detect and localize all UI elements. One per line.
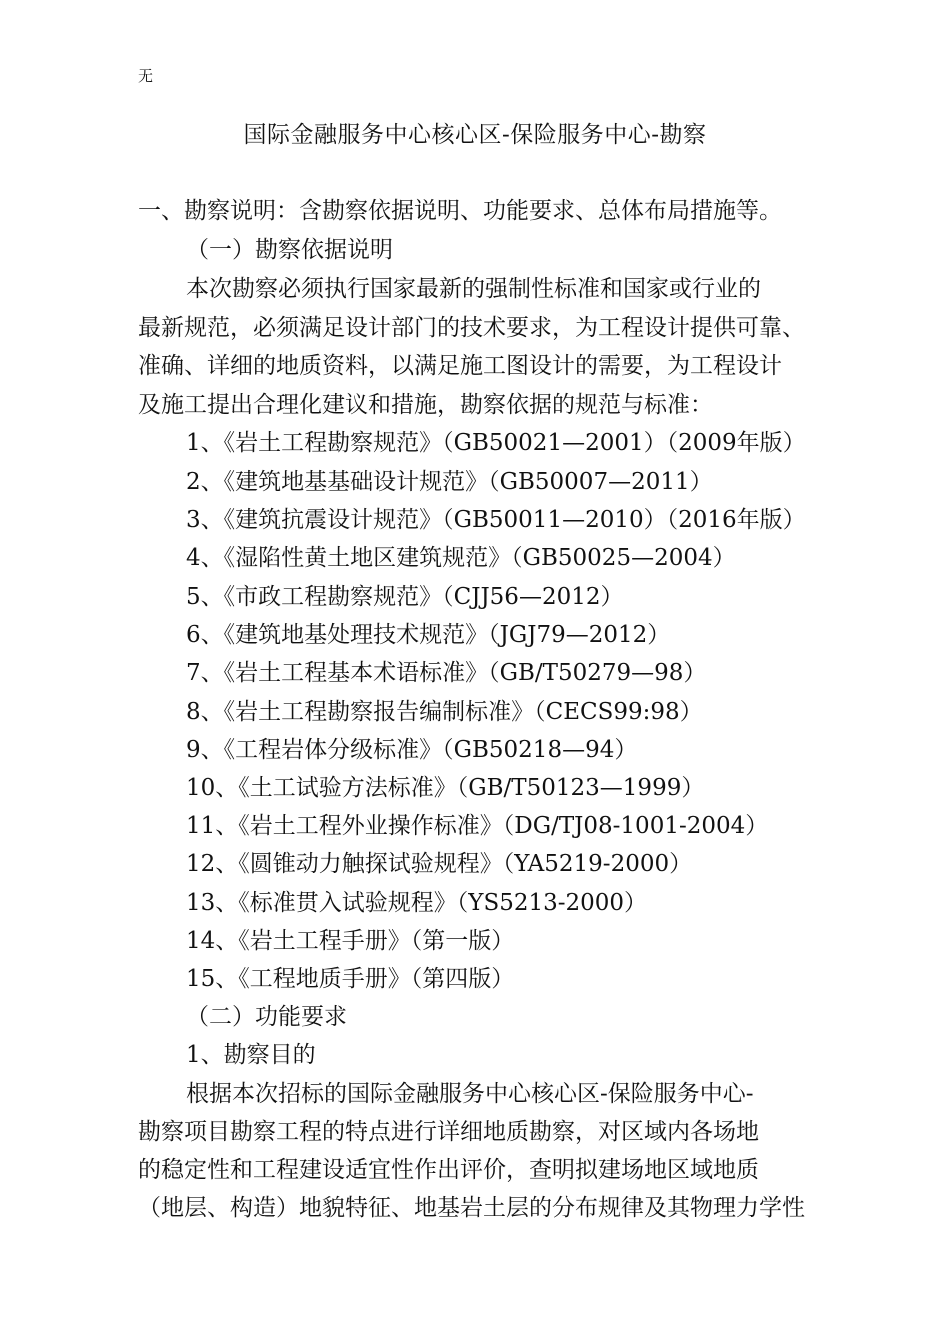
- paragraph-line: 及施工提出合理化建议和措施，勘察依据的规范与标准：: [138, 392, 713, 418]
- paragraph-line: 本次勘察必须执行国家最新的强制性标准和国家或行业的: [186, 276, 761, 302]
- paragraph-line: 的稳定性和工程建设适宜性作出评价，查明拟建场地区域地质: [138, 1157, 759, 1183]
- subsection-heading: （一）勘察依据说明: [186, 237, 393, 263]
- standard-item: 9、《工程岩体分级标准》（GB50218—94）: [186, 737, 638, 763]
- standard-item: 15、《工程地质手册》（第四版）: [186, 966, 515, 992]
- standard-item: 3、《建筑抗震设计规范》（GB50011—2010）（2016年版）: [186, 507, 806, 533]
- paragraph-line: 根据本次招标的国际金融服务中心核心区-保险服务中心-: [186, 1081, 754, 1107]
- standard-item: 1、《岩土工程勘察规范》（GB50021—2001）（2009年版）: [186, 430, 806, 456]
- standard-item: 5、《市政工程勘察规范》（CJJ56—2012）: [186, 584, 624, 610]
- standard-item: 14、《岩土工程手册》（第一版）: [186, 928, 515, 954]
- item-heading: 1、勘察目的: [186, 1042, 316, 1068]
- paragraph-line: 准确、详细的地质资料，以满足施工图设计的需要，为工程设计: [138, 353, 782, 379]
- standard-item: 8、《岩土工程勘察报告编制标准》（CECS99:98）: [186, 699, 703, 725]
- header-mark: 无: [138, 67, 154, 85]
- section-heading: 一、勘察说明：含勘察依据说明、功能要求、总体布局措施等。: [138, 198, 782, 224]
- standard-item: 11、《岩土工程外业操作标准》（DG/TJ08-1001-2004）: [186, 813, 769, 839]
- standard-item: 12、《圆锥动力触探试验规程》（YA5219-2000）: [186, 851, 693, 877]
- standard-item: 7、《岩土工程基本术语标准》（GB/T50279—98）: [186, 660, 707, 686]
- standard-item: 2、《建筑地基基础设计规范》（GB50007—2011）: [186, 469, 713, 495]
- paragraph-line: 最新规范，必须满足设计部门的技术要求，为工程设计提供可靠、: [138, 315, 805, 341]
- standard-item: 4、《湿陷性黄土地区建筑规范》（GB50025—2004）: [186, 545, 736, 571]
- document-title: 国际金融服务中心核心区-保险服务中心-勘察: [243, 122, 707, 148]
- paragraph-line: （地层、构造）地貌特征、地基岩土层的分布规律及其物理力学性: [138, 1195, 805, 1221]
- paragraph-line: 勘察项目勘察工程的特点进行详细地质勘察，对区域内各场地: [138, 1119, 759, 1145]
- standard-item: 6、《建筑地基处理技术规范》（JGJ79—2012）: [186, 622, 671, 648]
- standard-item: 13、《标准贯入试验规程》（YS5213-2000）: [186, 890, 648, 916]
- standard-item: 10、《土工试验方法标准》（GB/T50123—1999）: [186, 775, 705, 801]
- subsection-heading: （二）功能要求: [186, 1004, 347, 1030]
